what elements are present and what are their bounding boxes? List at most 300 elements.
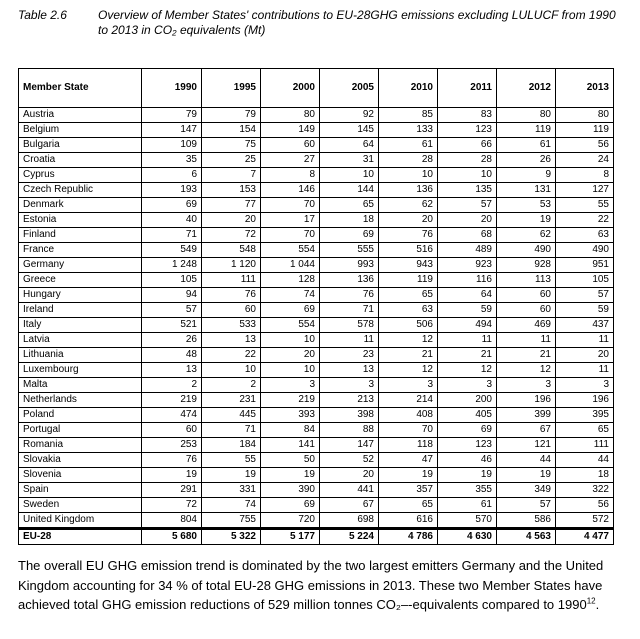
emission-value-cell: 61 bbox=[438, 498, 497, 513]
table-row bbox=[19, 348, 614, 363]
emission-value-cell: 1 120 bbox=[202, 258, 261, 273]
emission-value-cell: 118 bbox=[379, 438, 438, 453]
emission-value-cell: 74 bbox=[202, 498, 261, 513]
emission-value-cell: 67 bbox=[497, 423, 556, 438]
emission-value-cell: 77 bbox=[202, 198, 261, 213]
emission-value-cell: 322 bbox=[556, 483, 614, 498]
emission-value-cell: 10 bbox=[261, 363, 320, 378]
emission-value-cell: 408 bbox=[379, 408, 438, 423]
column-header-year: 2012 bbox=[497, 69, 556, 108]
emission-value-cell: 213 bbox=[320, 393, 379, 408]
emission-value-cell: 145 bbox=[320, 123, 379, 138]
emission-value-cell: 3 bbox=[438, 378, 497, 393]
emission-value-cell: 69 bbox=[142, 198, 202, 213]
emission-value-cell: 76 bbox=[142, 453, 202, 468]
column-header-year: 2011 bbox=[438, 69, 497, 108]
emission-value-cell: 11 bbox=[556, 333, 614, 348]
emission-value-cell: 395 bbox=[556, 408, 614, 423]
column-header-year: 1990 bbox=[142, 69, 202, 108]
emission-value-cell: 55 bbox=[202, 453, 261, 468]
emission-value-cell: 71 bbox=[142, 228, 202, 243]
table-row bbox=[19, 243, 614, 258]
emission-value-cell: 349 bbox=[497, 483, 556, 498]
member-state-cell: Estonia bbox=[19, 213, 142, 228]
emission-value-cell: 63 bbox=[556, 228, 614, 243]
emission-value-cell: 60 bbox=[497, 288, 556, 303]
emission-value-cell: 219 bbox=[261, 393, 320, 408]
member-state-cell: Lithuania bbox=[19, 348, 142, 363]
emission-value-cell: 548 bbox=[202, 243, 261, 258]
table-row bbox=[19, 408, 614, 423]
table-row bbox=[19, 438, 614, 453]
emission-value-cell: 44 bbox=[556, 453, 614, 468]
emission-value-cell: 549 bbox=[142, 243, 202, 258]
emission-value-cell: 60 bbox=[497, 303, 556, 318]
emission-value-cell: 65 bbox=[379, 288, 438, 303]
emission-value-cell: 26 bbox=[142, 333, 202, 348]
emission-value-cell: 923 bbox=[438, 258, 497, 273]
emission-value-cell: 943 bbox=[379, 258, 438, 273]
emission-value-cell: 357 bbox=[379, 483, 438, 498]
emission-value-cell: 19 bbox=[202, 468, 261, 483]
emission-value-cell: 554 bbox=[261, 243, 320, 258]
table-row bbox=[19, 468, 614, 483]
total-value-cell: 4 477 bbox=[556, 529, 614, 545]
total-value-cell: 4 630 bbox=[438, 529, 497, 545]
body-paragraph bbox=[18, 556, 626, 615]
emission-value-cell: 21 bbox=[379, 348, 438, 363]
emission-value-cell: 390 bbox=[261, 483, 320, 498]
emission-value-cell: 141 bbox=[261, 438, 320, 453]
emission-value-cell: 570 bbox=[438, 513, 497, 529]
emission-value-cell: 111 bbox=[556, 438, 614, 453]
emission-value-cell: 13 bbox=[320, 363, 379, 378]
emission-value-cell: 62 bbox=[379, 198, 438, 213]
emission-value-cell: 63 bbox=[379, 303, 438, 318]
emission-value-cell: 616 bbox=[379, 513, 438, 529]
emission-value-cell: 69 bbox=[320, 228, 379, 243]
emission-value-cell: 133 bbox=[379, 123, 438, 138]
emission-value-cell: 119 bbox=[379, 273, 438, 288]
emission-value-cell: 71 bbox=[202, 423, 261, 438]
emission-value-cell: 57 bbox=[497, 498, 556, 513]
emission-value-cell: 70 bbox=[261, 198, 320, 213]
emission-value-cell: 405 bbox=[438, 408, 497, 423]
member-state-cell: United Kingdom bbox=[19, 513, 142, 529]
emission-value-cell: 21 bbox=[497, 348, 556, 363]
emission-value-cell: 10 bbox=[320, 168, 379, 183]
emission-value-cell: 27 bbox=[261, 153, 320, 168]
emission-value-cell: 22 bbox=[202, 348, 261, 363]
member-state-cell: Belgium bbox=[19, 123, 142, 138]
emission-value-cell: 20 bbox=[261, 348, 320, 363]
emission-value-cell: 12 bbox=[379, 363, 438, 378]
emission-value-cell: 76 bbox=[320, 288, 379, 303]
emission-value-cell: 69 bbox=[261, 303, 320, 318]
table-row bbox=[19, 258, 614, 273]
emission-value-cell: 61 bbox=[497, 138, 556, 153]
emission-value-cell: 66 bbox=[438, 138, 497, 153]
column-header-year: 2010 bbox=[379, 69, 438, 108]
member-state-cell: Latvia bbox=[19, 333, 142, 348]
table-header-row bbox=[19, 69, 614, 108]
emission-value-cell: 146 bbox=[261, 183, 320, 198]
emission-value-cell: 105 bbox=[556, 273, 614, 288]
emission-value-cell: 109 bbox=[142, 138, 202, 153]
emission-value-cell: 12 bbox=[379, 333, 438, 348]
emission-value-cell: 469 bbox=[497, 318, 556, 333]
emission-value-cell: 474 bbox=[142, 408, 202, 423]
emission-value-cell: 993 bbox=[320, 258, 379, 273]
emission-value-cell: 586 bbox=[497, 513, 556, 529]
emission-value-cell: 291 bbox=[142, 483, 202, 498]
total-value-cell: 4 563 bbox=[497, 529, 556, 545]
table-row bbox=[19, 153, 614, 168]
column-header-year: 2013 bbox=[556, 69, 614, 108]
member-state-cell: Portugal bbox=[19, 423, 142, 438]
emission-value-cell: 437 bbox=[556, 318, 614, 333]
emission-value-cell: 398 bbox=[320, 408, 379, 423]
emission-value-cell: 70 bbox=[261, 228, 320, 243]
table-row bbox=[19, 228, 614, 243]
emission-value-cell: 3 bbox=[556, 378, 614, 393]
emission-value-cell: 69 bbox=[438, 423, 497, 438]
emission-value-cell: 12 bbox=[497, 363, 556, 378]
emission-value-cell: 52 bbox=[320, 453, 379, 468]
emission-value-cell: 60 bbox=[261, 138, 320, 153]
emission-value-cell: 72 bbox=[202, 228, 261, 243]
emission-value-cell: 13 bbox=[142, 363, 202, 378]
emission-value-cell: 13 bbox=[202, 333, 261, 348]
emission-value-cell: 127 bbox=[556, 183, 614, 198]
emission-value-cell: 135 bbox=[438, 183, 497, 198]
member-state-cell: Czech Republic bbox=[19, 183, 142, 198]
emission-value-cell: 56 bbox=[556, 498, 614, 513]
emission-value-cell: 47 bbox=[379, 453, 438, 468]
emission-value-cell: 200 bbox=[438, 393, 497, 408]
emission-value-cell: 28 bbox=[379, 153, 438, 168]
emission-value-cell: 80 bbox=[556, 108, 614, 123]
member-state-cell: Finland bbox=[19, 228, 142, 243]
emission-value-cell: 59 bbox=[438, 303, 497, 318]
emission-value-cell: 6 bbox=[142, 168, 202, 183]
emission-value-cell: 26 bbox=[497, 153, 556, 168]
table-row bbox=[19, 108, 614, 123]
emission-value-cell: 951 bbox=[556, 258, 614, 273]
emission-value-cell: 119 bbox=[556, 123, 614, 138]
member-state-cell: Malta bbox=[19, 378, 142, 393]
member-state-cell: Slovakia bbox=[19, 453, 142, 468]
emission-value-cell: 193 bbox=[142, 183, 202, 198]
emission-value-cell: 355 bbox=[438, 483, 497, 498]
emission-value-cell: 65 bbox=[379, 498, 438, 513]
emission-value-cell: 76 bbox=[202, 288, 261, 303]
emission-value-cell: 61 bbox=[379, 138, 438, 153]
emission-value-cell: 2 bbox=[202, 378, 261, 393]
emission-value-cell: 57 bbox=[556, 288, 614, 303]
member-state-cell: Poland bbox=[19, 408, 142, 423]
emission-value-cell: 24 bbox=[556, 153, 614, 168]
table-row bbox=[19, 423, 614, 438]
emission-value-cell: 196 bbox=[497, 393, 556, 408]
table-body bbox=[19, 108, 614, 545]
table-row bbox=[19, 138, 614, 153]
emission-value-cell: 331 bbox=[202, 483, 261, 498]
emission-value-cell: 75 bbox=[202, 138, 261, 153]
emission-value-cell: 116 bbox=[438, 273, 497, 288]
emission-value-cell: 62 bbox=[497, 228, 556, 243]
emission-value-cell: 119 bbox=[497, 123, 556, 138]
member-state-cell: Italy bbox=[19, 318, 142, 333]
total-value-cell: 5 224 bbox=[320, 529, 379, 545]
emission-value-cell: 19 bbox=[497, 468, 556, 483]
emission-value-cell: 57 bbox=[438, 198, 497, 213]
table-row bbox=[19, 273, 614, 288]
emission-value-cell: 3 bbox=[320, 378, 379, 393]
table-row bbox=[19, 453, 614, 468]
emission-value-cell: 7 bbox=[202, 168, 261, 183]
total-value-cell: 5 322 bbox=[202, 529, 261, 545]
emission-value-cell: 804 bbox=[142, 513, 202, 529]
table-row bbox=[19, 333, 614, 348]
member-state-cell: Cyprus bbox=[19, 168, 142, 183]
emission-value-cell: 572 bbox=[556, 513, 614, 529]
emission-value-cell: 490 bbox=[497, 243, 556, 258]
emission-value-cell: 22 bbox=[556, 213, 614, 228]
emission-value-cell: 147 bbox=[142, 123, 202, 138]
emission-value-cell: 154 bbox=[202, 123, 261, 138]
emission-value-cell: 80 bbox=[261, 108, 320, 123]
column-header-year: 2005 bbox=[320, 69, 379, 108]
emission-value-cell: 44 bbox=[497, 453, 556, 468]
emission-value-cell: 121 bbox=[497, 438, 556, 453]
member-state-cell: Netherlands bbox=[19, 393, 142, 408]
table-row bbox=[19, 363, 614, 378]
table-row bbox=[19, 303, 614, 318]
table-number: Table 2.6 bbox=[18, 8, 67, 22]
table-row bbox=[19, 393, 614, 408]
emission-value-cell: 84 bbox=[261, 423, 320, 438]
emission-value-cell: 19 bbox=[142, 468, 202, 483]
emission-value-cell: 153 bbox=[202, 183, 261, 198]
emission-value-cell: 65 bbox=[320, 198, 379, 213]
emission-value-cell: 85 bbox=[379, 108, 438, 123]
emission-value-cell: 111 bbox=[202, 273, 261, 288]
emission-value-cell: 18 bbox=[556, 468, 614, 483]
emission-value-cell: 74 bbox=[261, 288, 320, 303]
emission-value-cell: 11 bbox=[320, 333, 379, 348]
table-row bbox=[19, 183, 614, 198]
emission-value-cell: 149 bbox=[261, 123, 320, 138]
emission-value-cell: 928 bbox=[497, 258, 556, 273]
emission-value-cell: 76 bbox=[379, 228, 438, 243]
member-state-cell: Croatia bbox=[19, 153, 142, 168]
total-label-cell: EU-28 bbox=[19, 529, 142, 545]
emission-value-cell: 60 bbox=[202, 303, 261, 318]
table-row bbox=[19, 483, 614, 498]
emission-value-cell: 64 bbox=[438, 288, 497, 303]
member-state-cell: Germany bbox=[19, 258, 142, 273]
emission-value-cell: 80 bbox=[497, 108, 556, 123]
emission-value-cell: 92 bbox=[320, 108, 379, 123]
emission-value-cell: 17 bbox=[261, 213, 320, 228]
total-value-cell: 4 786 bbox=[379, 529, 438, 545]
table-row bbox=[19, 318, 614, 333]
emission-value-cell: 94 bbox=[142, 288, 202, 303]
emission-value-cell: 214 bbox=[379, 393, 438, 408]
emission-value-cell: 2 bbox=[142, 378, 202, 393]
emission-value-cell: 20 bbox=[556, 348, 614, 363]
emissions-table bbox=[18, 68, 614, 545]
emission-value-cell: 489 bbox=[438, 243, 497, 258]
emission-value-cell: 64 bbox=[320, 138, 379, 153]
emission-value-cell: 10 bbox=[261, 333, 320, 348]
table-row bbox=[19, 498, 614, 513]
table-row bbox=[19, 378, 614, 393]
emission-value-cell: 53 bbox=[497, 198, 556, 213]
total-value-cell: 5 177 bbox=[261, 529, 320, 545]
emission-value-cell: 56 bbox=[556, 138, 614, 153]
total-value-cell: 5 680 bbox=[142, 529, 202, 545]
paragraph-end: . bbox=[595, 597, 600, 612]
emission-value-cell: 19 bbox=[438, 468, 497, 483]
emission-value-cell: 46 bbox=[438, 453, 497, 468]
emission-value-cell: 184 bbox=[202, 438, 261, 453]
emission-value-cell: 60 bbox=[142, 423, 202, 438]
member-state-cell: Austria bbox=[19, 108, 142, 123]
emission-value-cell: 11 bbox=[556, 363, 614, 378]
emission-value-cell: 20 bbox=[379, 213, 438, 228]
member-state-cell: Romania bbox=[19, 438, 142, 453]
member-state-cell: Slovenia bbox=[19, 468, 142, 483]
member-state-cell: France bbox=[19, 243, 142, 258]
emission-value-cell: 50 bbox=[261, 453, 320, 468]
emission-value-cell: 20 bbox=[320, 468, 379, 483]
emission-value-cell: 71 bbox=[320, 303, 379, 318]
emission-value-cell: 1 248 bbox=[142, 258, 202, 273]
emission-value-cell: 55 bbox=[556, 198, 614, 213]
member-state-cell: Hungary bbox=[19, 288, 142, 303]
emission-value-cell: 88 bbox=[320, 423, 379, 438]
total-row bbox=[19, 529, 614, 545]
emission-value-cell: 11 bbox=[497, 333, 556, 348]
emission-value-cell: 533 bbox=[202, 318, 261, 333]
table-row bbox=[19, 168, 614, 183]
emission-value-cell: 3 bbox=[497, 378, 556, 393]
emission-value-cell: 494 bbox=[438, 318, 497, 333]
emission-value-cell: 19 bbox=[261, 468, 320, 483]
emission-value-cell: 3 bbox=[379, 378, 438, 393]
emission-value-cell: 399 bbox=[497, 408, 556, 423]
emission-value-cell: 68 bbox=[438, 228, 497, 243]
emission-value-cell: 72 bbox=[142, 498, 202, 513]
emission-value-cell: 147 bbox=[320, 438, 379, 453]
emission-value-cell: 10 bbox=[379, 168, 438, 183]
emission-value-cell: 755 bbox=[202, 513, 261, 529]
member-state-cell: Greece bbox=[19, 273, 142, 288]
emission-value-cell: 19 bbox=[379, 468, 438, 483]
emission-value-cell: 231 bbox=[202, 393, 261, 408]
emission-value-cell: 506 bbox=[379, 318, 438, 333]
emission-value-cell: 19 bbox=[497, 213, 556, 228]
emission-value-cell: 253 bbox=[142, 438, 202, 453]
emission-value-cell: 521 bbox=[142, 318, 202, 333]
emission-value-cell: 128 bbox=[261, 273, 320, 288]
emission-value-cell: 219 bbox=[142, 393, 202, 408]
emission-value-cell: 23 bbox=[320, 348, 379, 363]
emission-value-cell: 10 bbox=[438, 168, 497, 183]
emission-value-cell: 21 bbox=[438, 348, 497, 363]
emission-value-cell: 3 bbox=[261, 378, 320, 393]
emission-value-cell: 20 bbox=[438, 213, 497, 228]
table-row bbox=[19, 513, 614, 529]
emission-value-cell: 18 bbox=[320, 213, 379, 228]
emission-value-cell: 393 bbox=[261, 408, 320, 423]
column-header-member-state: Member State bbox=[19, 69, 142, 108]
emission-value-cell: 57 bbox=[142, 303, 202, 318]
emission-value-cell: 720 bbox=[261, 513, 320, 529]
emission-value-cell: 144 bbox=[320, 183, 379, 198]
emission-value-cell: 441 bbox=[320, 483, 379, 498]
emission-value-cell: 69 bbox=[261, 498, 320, 513]
table-row bbox=[19, 123, 614, 138]
emission-value-cell: 578 bbox=[320, 318, 379, 333]
emission-value-cell: 131 bbox=[497, 183, 556, 198]
emission-value-cell: 28 bbox=[438, 153, 497, 168]
table-row bbox=[19, 288, 614, 303]
emission-value-cell: 136 bbox=[320, 273, 379, 288]
emission-value-cell: 123 bbox=[438, 438, 497, 453]
emission-value-cell: 8 bbox=[261, 168, 320, 183]
emission-value-cell: 10 bbox=[202, 363, 261, 378]
emission-value-cell: 20 bbox=[202, 213, 261, 228]
emission-value-cell: 123 bbox=[438, 123, 497, 138]
emission-value-cell: 105 bbox=[142, 273, 202, 288]
emission-value-cell: 70 bbox=[379, 423, 438, 438]
member-state-cell: Ireland bbox=[19, 303, 142, 318]
footnote-reference[interactable]: 12 bbox=[586, 596, 596, 606]
emission-value-cell: 11 bbox=[438, 333, 497, 348]
member-state-cell: Bulgaria bbox=[19, 138, 142, 153]
emission-value-cell: 1 044 bbox=[261, 258, 320, 273]
table-title: Overview of Member States' contributions to EU-28GHG emissions excluding LULUCF from 1990 to 2013 in CO₂ equivalents (Mt) bbox=[98, 8, 616, 37]
member-state-cell: Sweden bbox=[19, 498, 142, 513]
emission-value-cell: 48 bbox=[142, 348, 202, 363]
table-row bbox=[19, 213, 614, 228]
emission-value-cell: 25 bbox=[202, 153, 261, 168]
emission-value-cell: 59 bbox=[556, 303, 614, 318]
emission-value-cell: 40 bbox=[142, 213, 202, 228]
emission-value-cell: 83 bbox=[438, 108, 497, 123]
emission-value-cell: 8 bbox=[556, 168, 614, 183]
emission-value-cell: 555 bbox=[320, 243, 379, 258]
emission-value-cell: 9 bbox=[497, 168, 556, 183]
emission-value-cell: 79 bbox=[202, 108, 261, 123]
emission-value-cell: 31 bbox=[320, 153, 379, 168]
table-row bbox=[19, 198, 614, 213]
emission-value-cell: 445 bbox=[202, 408, 261, 423]
emission-value-cell: 35 bbox=[142, 153, 202, 168]
emission-value-cell: 136 bbox=[379, 183, 438, 198]
emission-value-cell: 67 bbox=[320, 498, 379, 513]
column-header-year: 1995 bbox=[202, 69, 261, 108]
column-header-year: 2000 bbox=[261, 69, 320, 108]
emission-value-cell: 79 bbox=[142, 108, 202, 123]
emission-value-cell: 113 bbox=[497, 273, 556, 288]
emission-value-cell: 12 bbox=[438, 363, 497, 378]
emission-value-cell: 65 bbox=[556, 423, 614, 438]
emission-value-cell: 516 bbox=[379, 243, 438, 258]
